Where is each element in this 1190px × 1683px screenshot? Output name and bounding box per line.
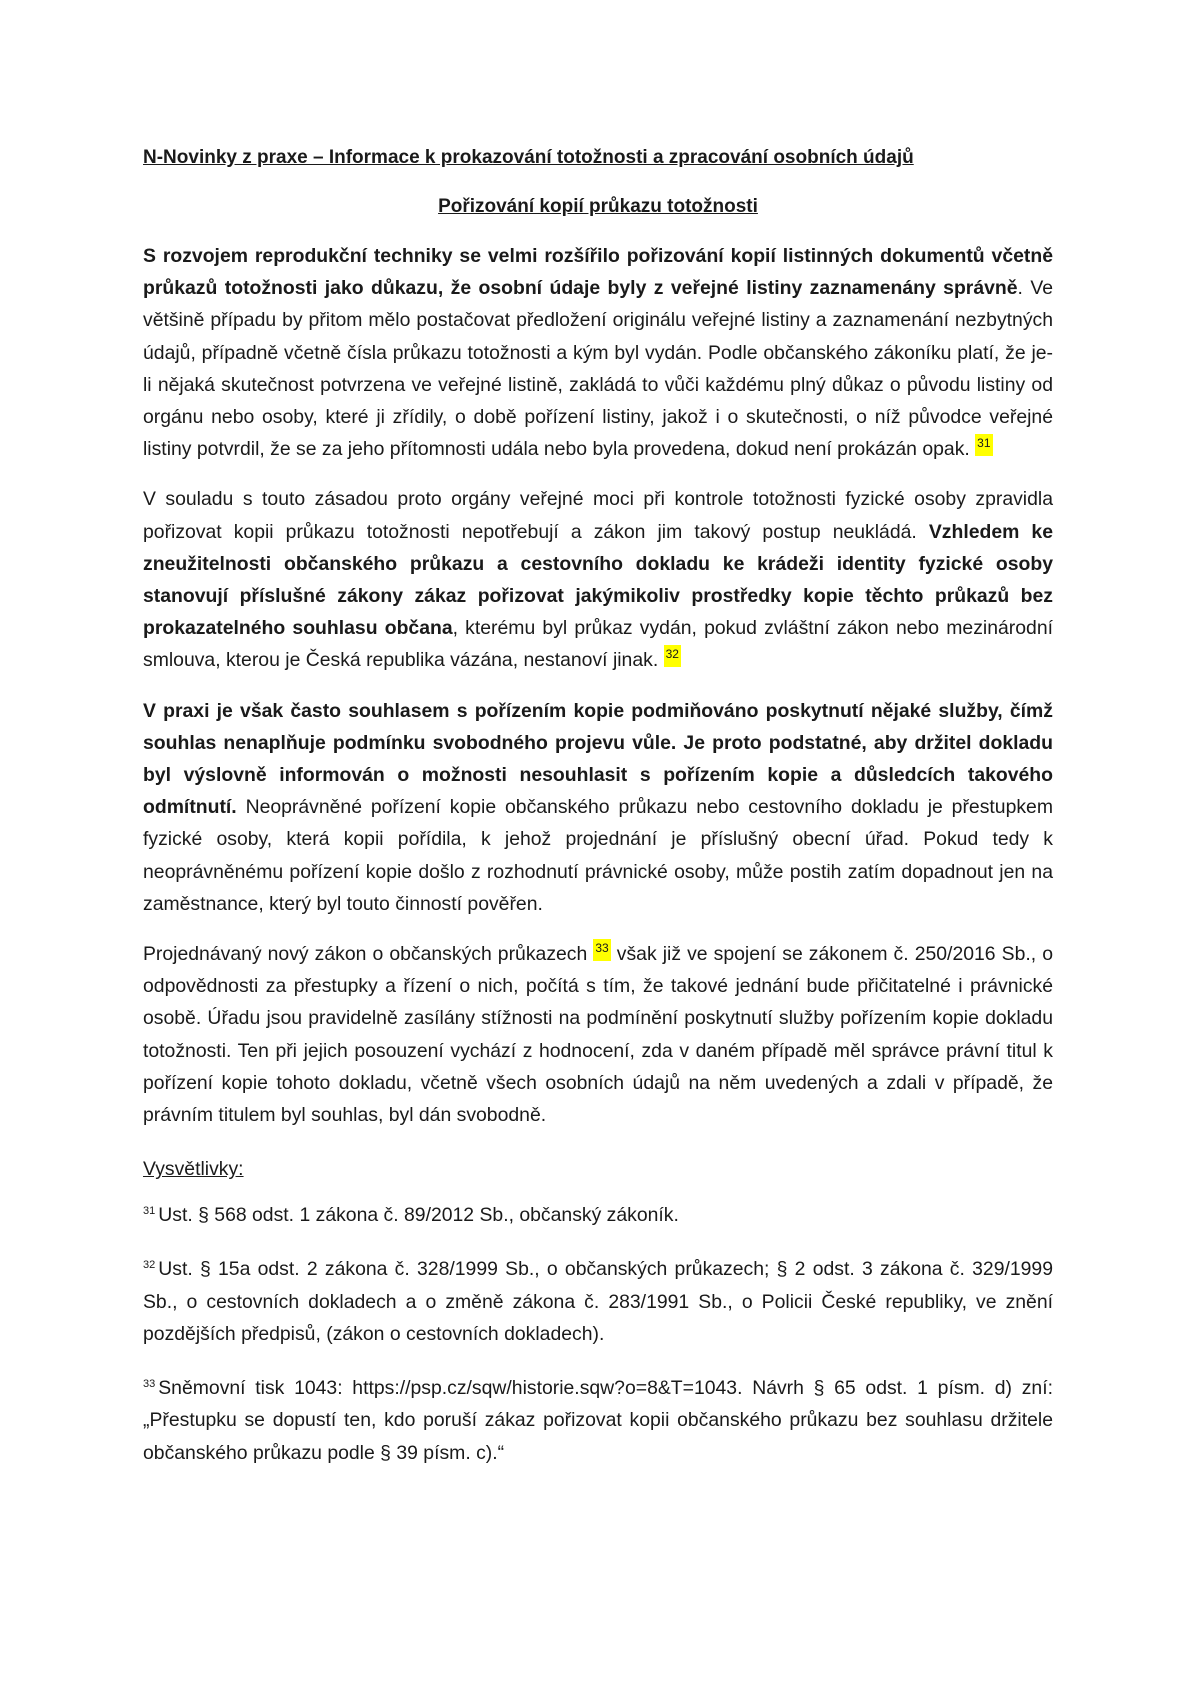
footnote-number: 31 [143, 1205, 156, 1218]
document-title: N-Novinky z praxe – Informace k prokazování totožnosti a zpracování osobních údajů [143, 147, 914, 168]
footnote [143, 1249, 1053, 1350]
footnotes-heading: Vysvětlivky: [143, 1158, 244, 1181]
footnote-reference[interactable]: 33 [593, 939, 610, 961]
footnote [143, 1368, 1053, 1469]
paragraph-text: Projednávaný nový zákon o občanských průkazech [143, 943, 594, 966]
footnote-number: 32 [143, 1259, 156, 1272]
document-body [143, 240, 1053, 1487]
paragraph-text: Neoprávněné pořízení kopie občanského průkazu nebo cestovního dokladu je přestupkem fyzické osoby, která kopii pořídila, k jehož projednání je příslušný obecní úřad. Pokud tedy k neoprávněnému pořízení kopie došlo z rozhodnutí právnické osoby, může postih zatím dopadnout jen na zaměstnance, který byl touto činností pověřen. [143, 796, 1053, 915]
footnote-text: Sněmovní tisk 1043: https://psp.cz/sqw/historie.sqw?o=8&T=1043. Návrh § 65 odst. 1 písm. d) zní: „Přestupku se dopustí ten, kdo poruší zákaz pořizovat kopii občanského průkazu bez souhlasu držitele občanského průkazu podle § 39 písm. c).“ [143, 1377, 1053, 1464]
paragraph-text-bold: Vzhledem ke zneužitelnosti občanského průkazu a cestovního dokladu ke krádeži identity fyzické osoby stanovují příslušné zákony zákaz pořizovat jakýmikoliv prostředky kopie těchto průkazů bez prokazatelného souhlasu občana [143, 520, 1053, 640]
paragraph-text: , kterému byl průkaz vydán, pokud zvláštní zákon nebo mezinárodní smlouva, kterou je Česká republika vázána, nestanoví jinak. [143, 617, 1053, 672]
footnote-text: Ust. § 568 odst. 1 zákona č. 89/2012 Sb., občanský zákoník. [158, 1204, 679, 1227]
paragraph-text-bold: S rozvojem reprodukční techniky se velmi rozšířilo pořizování kopií listinných dokumentů včetně průkazů totožnosti jako důkazu, že osobní údaje byly z veřejné listiny zaznamenány správně [143, 245, 1053, 300]
paragraph-text: V souladu s touto zásadou proto orgány veřejné moci při kontrole totožnosti fyzické osoby zpravidla pořizovat kopii průkazu totožnosti nepotřebují a zákon jim takový postup neukládá. [143, 488, 1053, 543]
paragraph-text: . Ve většině případu by přitom mělo postačovat předložení originálu veřejné listiny a zaznamenání nezbytných údajů, případně včetně čísla průkazu totožnosti a kým byl vydán. Podle občanského zákoníku platí, že je-li nějaká skutečnost potvrzena ve veřejné listině, zakládá to vůči každému plný důkaz o původu listiny od orgánu nebo osoby, které ji zřídily, o době pořízení listiny, jakož i o skutečnosti, o níž původce veřejné listiny potvrdil, že se za jeho přítomnosti udála nebo byla provedena, dokud není prokázán opak. [143, 277, 1053, 461]
paragraph [143, 695, 1053, 920]
footnote-reference[interactable]: 31 [975, 434, 992, 456]
footnotes-list [143, 1195, 1053, 1468]
paragraph [143, 938, 1053, 1131]
paragraph-text: však již ve spojení se zákonem č. 250/2016 Sb., o odpovědnosti za přestupky a řízení o nich, počítá s tím, že takové jednání bude přičitatelné i právnické osobě. Úřadu jsou pravidelně zasílány stížnosti na podmínění poskytnutí služby pořízením kopie dokladu totožnosti. Ten při jejich posouzení vychází z hodnocení, zda v daném případě měl správce právní titul k pořízení kopie tohoto dokladu, včetně všech osobních údajů na něm uvedených a zdali v případě, že právním titulem byl souhlas, byl dán svobodně. [143, 943, 1054, 1127]
footnote-text: Ust. § 15a odst. 2 zákona č. 328/1999 Sb., o občanských průkazech; § 2 odst. 3 zákona č. 329/1999 Sb., o cestovních dokladech a o změně zákona č. 283/1991 Sb., o Policii České republiky, ve znění pozdějších předpisů, (zákon o cestovních dokladech). [143, 1258, 1053, 1345]
paragraph [143, 240, 1053, 465]
footnote-number: 33 [143, 1378, 156, 1391]
document-subtitle: Pořizování kopií průkazu totožnosti [438, 196, 758, 217]
paragraph-text-bold: V praxi je však často souhlasem s pořízením kopie podmiňováno poskytnutí nějaké služby, čímž souhlas nenaplňuje podmínku svobodného projevu vůle. Je proto podstatné, aby držitel dokladu byl výslovně informován o možnosti nesouhlasit s pořízením kopie a důsledcích takového odmítnutí. [143, 699, 1053, 819]
paragraph [143, 483, 1053, 676]
footnote [143, 1195, 1053, 1231]
footnote-reference[interactable]: 32 [664, 645, 681, 667]
